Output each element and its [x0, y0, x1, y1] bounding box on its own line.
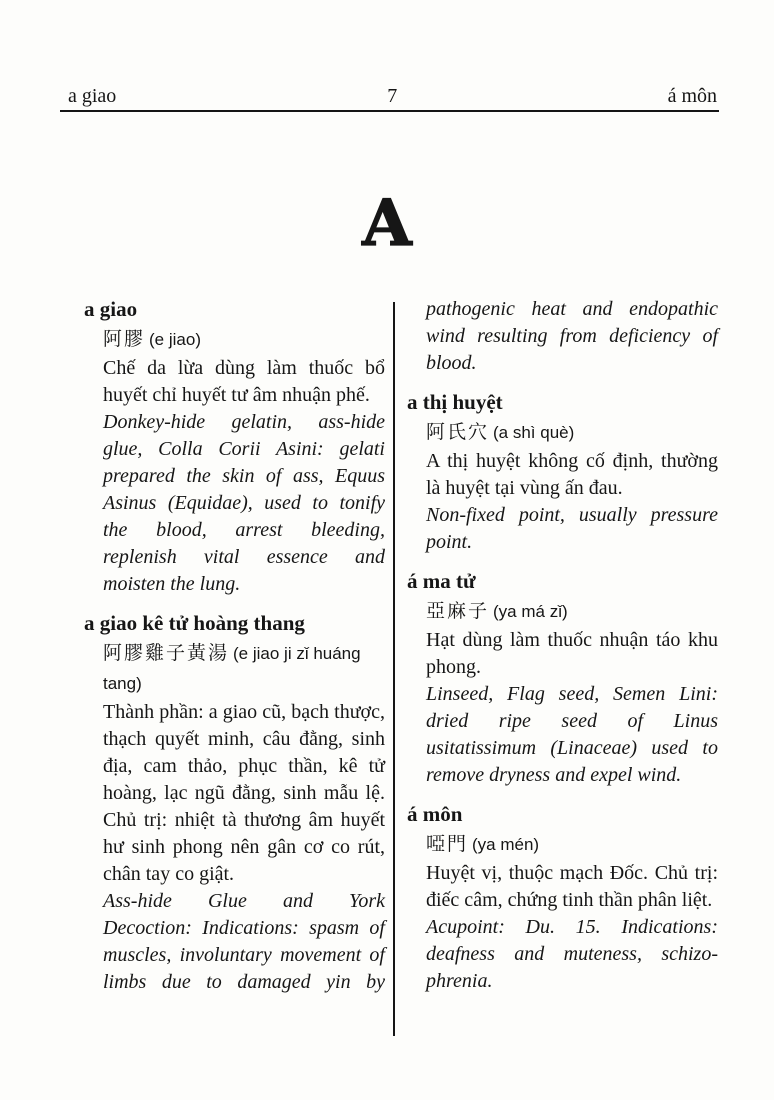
chinese-pinyin-line — [84, 639, 385, 699]
english-translation-continuation: pathogenic heat and endopathic wind resulting from deficiency of blood. — [426, 298, 718, 374]
chinese-characters: 阿膠 — [103, 328, 146, 350]
entry-headword: a thị huyệt — [407, 390, 503, 414]
english-translation: Ass-hide Glue and York Decoction: Indications: spasm of muscles, involuntary movement of limbs due to damaged yin by — [103, 890, 385, 993]
entry-a-giao — [84, 296, 385, 598]
header-left-headword: a giao — [68, 85, 117, 107]
vietnamese-definition: A thị huyệt không cố định, thường là huyệt tại vùng ấn đau. — [426, 450, 718, 499]
chinese-pinyin-line — [407, 830, 718, 860]
pinyin-transcription: (e jiao ji zǐ huáng tang) — [103, 644, 361, 693]
english-translation: Non-fixed point, usually pressure point. — [426, 504, 718, 553]
chinese-characters: 阿膠雞子黃湯 — [103, 642, 230, 664]
chinese-characters: 啞門 — [426, 833, 469, 855]
entry-headword: á ma tử — [407, 569, 476, 593]
entry-a-mon — [407, 801, 718, 995]
vietnamese-definition: Huyệt vị, thuộc mạch Đốc. Chủ trị: điếc câm, chứng tinh thần phân liệt. — [426, 862, 718, 911]
vietnamese-definition: Hạt dùng làm thuốc nhuận táo khu phong. — [426, 629, 718, 678]
chinese-characters: 亞麻子 — [426, 600, 490, 622]
vietnamese-definition: Thành phần: a giao cũ, bạch thược, thạch quyết minh, câu đằng, sinh địa, cam thảo, phục thần, kê tử hoàng, lạc ngũ đằng, sinh mẫu lệ. Chủ trị: nhiệt tà thương âm huyết hư sinh phong nên gân cơ co rút, chân tay co giật. — [103, 701, 385, 885]
entry-a-ma-tu — [407, 568, 718, 789]
english-translation: Linseed, Flag seed, Semen Lini: dried ripe seed of Linus usitatissimum (Linaceae) used to remove dryness and expel wind. — [426, 683, 718, 786]
english-translation: Acupoint: Du. 15. Indications: deafness and muteness, schizo-phrenia. — [426, 916, 718, 992]
header-right-headword: á môn — [667, 85, 717, 107]
entry-headword: a giao — [84, 297, 138, 321]
entry-headword: á môn — [407, 802, 463, 826]
page-number: 7 — [387, 85, 398, 107]
right-column — [407, 296, 718, 995]
header-rule — [60, 110, 719, 112]
chinese-pinyin-line — [407, 597, 718, 627]
entry-headword: a giao kê tử hoàng thang — [84, 611, 305, 635]
page-header — [68, 84, 717, 108]
entry-a-thi-huyet — [407, 389, 718, 556]
english-translation: Donkey-hide gelatin, ass-hide glue, Colla Corii Asini: gelati prepared the skin of ass, Equus Asinus (Equidae), used to tonify the blood, arrest bleeding, replenish vital essence and moisten the lung. — [103, 411, 385, 595]
section-letter: A — [362, 186, 412, 261]
entry-a-giao-ke-tu-hoang-thang — [84, 610, 385, 996]
pinyin-transcription: (ya má zǐ) — [493, 602, 568, 621]
pinyin-transcription: (a shì què) — [493, 423, 575, 442]
chinese-pinyin-line — [407, 418, 718, 448]
column-divider — [393, 302, 395, 1036]
pinyin-transcription: (e jiao) — [149, 330, 201, 349]
chinese-characters: 阿氏穴 — [426, 421, 490, 443]
left-column — [84, 296, 385, 996]
chinese-pinyin-line — [84, 325, 385, 355]
pinyin-transcription: (ya mén) — [472, 835, 540, 854]
vietnamese-definition: Chế da lừa dùng làm thuốc bổ huyết chỉ huyết tư âm nhuận phế. — [103, 357, 385, 406]
